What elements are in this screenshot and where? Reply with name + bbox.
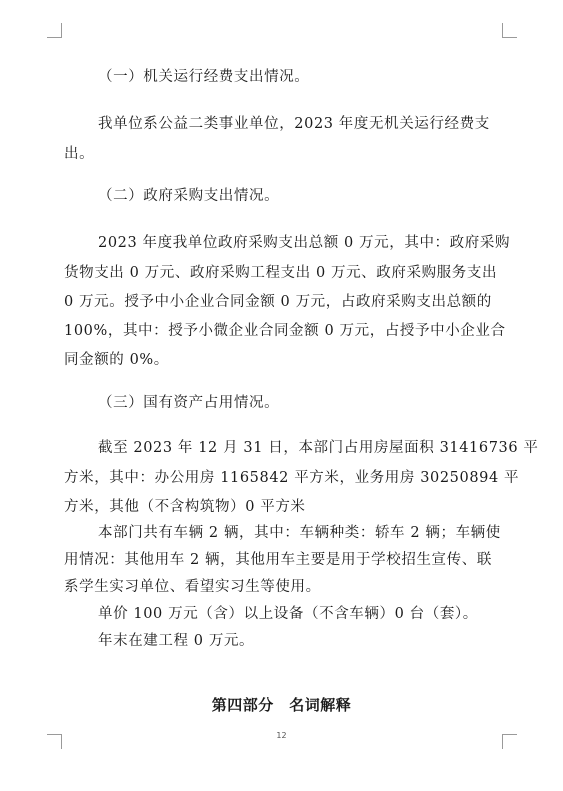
paragraph-line: 系学生实习单位、看望实习生等使用。 — [64, 579, 321, 595]
paragraph-line: 100%，其中：授予小微企业合同金额 0 万元，占授予中小企业合 — [64, 323, 506, 339]
paragraph-line: 同金额的 0%。 — [64, 352, 169, 368]
paragraph-line: 年末在建工程 0 万元。 — [98, 633, 255, 649]
paragraph-line: 截至 2023 年 12 月 31 日，本部门占用房屋面积 31416736 平 — [98, 440, 539, 456]
paragraph-line: 单价 100 万元（含）以上设备（不含车辆）0 台（套）。 — [98, 606, 478, 622]
paragraph-line: 用情况：其他用车 2 辆，其他用车主要是用于学校招生宣传、联 — [64, 552, 492, 568]
paragraph-line: 本部门共有车辆 2 辆，其中：车辆种类：轿车 2 辆；车辆使 — [98, 525, 501, 541]
paragraph-line: 方米，其他（不含构筑物）0 平方米 — [64, 499, 306, 515]
crop-mark-top-left — [47, 23, 62, 38]
page-number: 12 — [276, 731, 287, 740]
paragraph-line: 出。 — [64, 146, 95, 162]
section-heading-operating-expenses: （一）机关运行经费支出情况。 — [98, 69, 310, 85]
crop-mark-top-right — [502, 23, 517, 38]
paragraph-line: 货物支出 0 万元、政府采购工程支出 0 万元、政府采购服务支出 — [64, 265, 498, 281]
paragraph-line: 方米，其中：办公用房 1165842 平方米，业务用房 30250894 平 — [64, 470, 520, 486]
section-heading-procurement: （二）政府采购支出情况。 — [98, 188, 280, 204]
paragraph-line: 0 万元。授予中小企业合同金额 0 万元，占政府采购支出总额的 — [64, 294, 492, 310]
section-heading-state-assets: （三）国有资产占用情况。 — [98, 395, 280, 411]
paragraph-line: 我单位系公益二类事业单位，2023 年度无机关运行经费支 — [98, 116, 490, 132]
part-title: 第四部分 名词解释 — [211, 696, 352, 714]
paragraph-line: 2023 年度我单位政府采购支出总额 0 万元，其中：政府采购 — [98, 235, 511, 251]
